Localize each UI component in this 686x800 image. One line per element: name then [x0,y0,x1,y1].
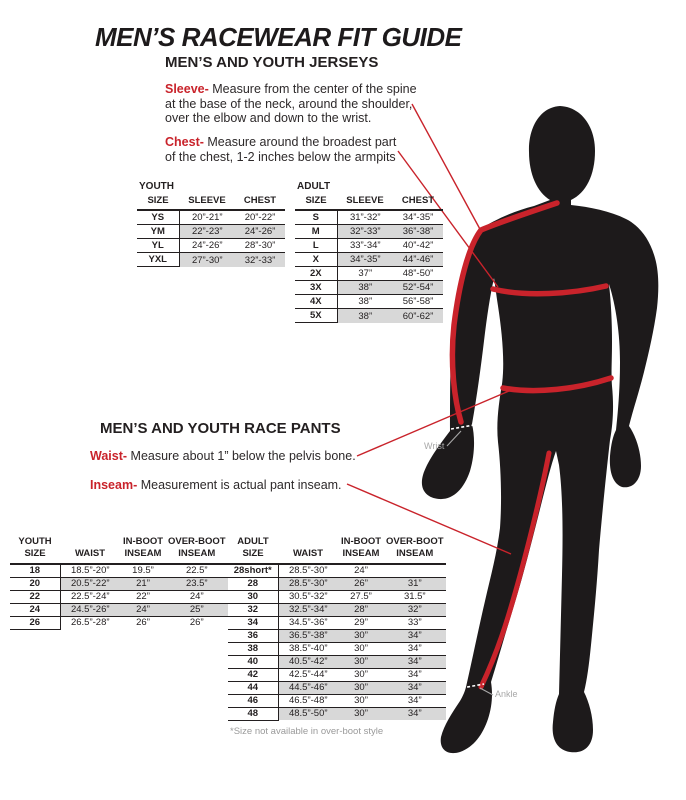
sleeve-header: SLEEVE [337,195,393,210]
table-row [228,577,446,590]
waist-note [90,449,356,464]
chest-note-line1: Measure around the broadest part [207,135,397,149]
value-cell: 28”-30” [235,239,285,253]
value-cell: 27.5” [338,590,384,603]
value-cell: 22”-23” [179,225,235,239]
chest-header: CHEST [393,195,443,210]
value-cell: 30.5”-32” [278,590,338,603]
overboot-header-bottom: INSEAM [396,548,434,560]
sleeve-note-line1: Measure from the center of the spine [212,82,417,96]
table-row [228,616,446,629]
size-cell: 22 [10,590,60,603]
adult-pants-table [228,536,446,721]
sleeve-header: SLEEVE [179,195,235,210]
size-cell: 26 [10,616,60,629]
value-cell: 27”-30” [179,253,235,267]
value-cell: 36.5”-38” [278,629,338,642]
inboot-header-top: IN-BOOT [122,536,164,547]
value-cell: 52”-54” [393,281,443,295]
adult-jersey-table [295,195,443,323]
inboot-header [120,536,166,564]
table-row [137,225,285,239]
size-cell: X [295,253,337,267]
size-cell: YXL [137,253,179,267]
size-cell: YM [137,225,179,239]
waist-header-label: WAIST [74,548,106,560]
table-row [10,616,228,629]
value-cell: 34” [384,655,446,668]
adult-jersey-group-label: ADULT [297,181,331,192]
table-row [10,564,228,578]
value-cell: 23.5” [166,577,228,590]
overboot-header [166,536,228,564]
value-cell: 32”-33” [337,225,393,239]
chest-note-line2: of the chest, 1-2 inches below the armpits [165,149,396,164]
adult-jersey-table-wrap [295,181,443,323]
table-row [10,590,228,603]
value-cell: 20”-21” [179,210,235,225]
waist-note-text: Measure about 1” below the pelvis bone. [130,449,356,463]
table-row [228,590,446,603]
size-cell: 28short* [228,564,278,578]
size-cell: 42 [228,668,278,681]
wrist-label: Wrist [424,441,445,451]
table-row [137,210,285,225]
value-cell: 30” [338,629,384,642]
waist-note-label: Waist- [90,449,128,463]
waist-header-label: WAIST [292,548,324,560]
inboot-header [338,536,384,564]
value-cell: 20.5”-22” [60,577,120,590]
table-row [295,253,443,267]
value-cell: 40”-42” [393,239,443,253]
inboot-header-bottom: INSEAM [124,548,162,560]
value-cell: 30” [338,694,384,707]
table-row [228,655,446,668]
ankle-label: Ankle [495,689,518,699]
value-cell: 34”-35” [393,210,443,225]
value-cell: 24”-26” [179,239,235,253]
table-row [295,281,443,295]
size-cell: 46 [228,694,278,707]
value-cell: 60”-62” [393,309,443,323]
size-cell: 4X [295,295,337,309]
value-cell: 40.5”-42” [278,655,338,668]
value-cell: 26” [189,617,204,629]
value-cell: 38” [337,295,393,309]
value-cell: 20”-22” [235,210,285,225]
value-cell: 28.5”-30” [278,564,338,578]
value-cell: 44”-46” [393,253,443,267]
value-cell: 26.5”-28” [70,617,110,629]
table-row [295,309,443,323]
table-row [295,295,443,309]
size-cell: M [295,225,337,239]
header-row [295,195,443,210]
table-row [295,239,443,253]
value-cell: 30” [338,655,384,668]
size-header: SIZE [137,195,179,210]
size-cell: 5X [295,309,337,323]
youth-pants-table-wrap [10,536,228,630]
value-cell: 24” [120,603,166,616]
value-cell: 34.5”-36” [278,616,338,629]
value-cell: 19.5” [120,564,166,578]
adult-pants-table-wrap [228,536,446,737]
value-cell: 34” [384,681,446,694]
waist-header [60,536,120,564]
size-cell: 40 [228,655,278,668]
value-cell: 22” [120,590,166,603]
size-cell: 28 [228,577,278,590]
inboot-header-top: IN-BOOT [340,536,382,547]
table-row [295,225,443,239]
chest-note [165,135,425,164]
value-cell: 34” [384,668,446,681]
table-row [228,603,446,616]
table-row [10,577,228,590]
size-cell: L [295,239,337,253]
table-row [228,629,446,642]
pants-footnote: *Size not available in over-boot style [230,725,384,737]
value-cell: 18.5”-20” [60,564,120,578]
youth-jersey-group-label: YOUTH [139,181,174,192]
value-cell: 24” [166,590,228,603]
table-row [228,681,446,694]
value-cell: 30” [338,642,384,655]
size-cell: 30 [228,590,278,603]
header-row [10,536,228,564]
size-header: SIZE [295,195,337,210]
overboot-header [384,536,446,564]
value-cell: 26” [338,577,384,590]
value-cell: 48”-50” [393,267,443,281]
value-cell: 38.5”-40” [278,642,338,655]
value-cell: 29” [338,616,384,629]
sleeve-note-line2: at the base of the neck, around the shoulder, [165,96,413,111]
value-cell: 21” [120,577,166,590]
size-header-top: YOUTH [18,536,52,547]
youth-jersey-table-wrap [137,181,285,267]
value-cell: 48.5”-50” [278,707,338,720]
value-cell: 32.5”-34” [278,603,338,616]
value-cell: 34” [384,707,446,720]
value-cell: 22.5” [166,564,228,578]
page-title: MEN’S RACEWEAR FIT GUIDE [95,22,462,52]
size-cell: 2X [295,267,337,281]
size-cell: 44 [228,681,278,694]
size-cell: 36 [228,629,278,642]
value-cell: 34” [384,629,446,642]
value-cell: 22.5”-24” [60,590,120,603]
size-cell: 3X [295,281,337,295]
table-row [10,603,228,616]
size-cell: S [295,210,337,225]
chest-header: CHEST [235,195,285,210]
body-silhouette [422,106,658,753]
sleeve-note [165,82,425,126]
table-row [228,642,446,655]
table-row [295,210,443,225]
value-cell: 24.5”-26” [60,603,120,616]
size-cell: 32 [228,603,278,616]
size-cell: 20 [10,577,60,590]
value-cell: 36”-38” [393,225,443,239]
value-cell: 38” [337,281,393,295]
table-row [137,239,285,253]
value-cell: 42.5”-44” [278,668,338,681]
value-cell: 30” [338,707,384,720]
value-cell: 30” [338,681,384,694]
size-header-bottom: SIZE [242,548,264,560]
value-cell [384,564,446,578]
value-cell: 24”-26” [235,225,285,239]
overboot-header-top: OVER-BOOT [168,536,226,547]
value-cell: 24” [338,564,384,578]
size-cell: 24 [10,603,60,616]
value-cell: 28” [338,603,384,616]
value-cell: 31”-32” [337,210,393,225]
youth-jersey-table [137,195,285,267]
value-cell: 31” [384,577,446,590]
header-row [137,195,285,210]
size-header-bottom: SIZE [24,548,46,560]
value-cell: 44.5”-46” [278,681,338,694]
value-cell: 34” [384,694,446,707]
size-header [228,536,278,564]
size-cell: 38 [228,642,278,655]
value-cell: 37” [337,267,393,281]
size-header-top: ADULT [237,536,269,547]
inseam-note [90,478,342,493]
size-header [10,536,60,564]
inboot-header-bottom: INSEAM [342,548,380,560]
sleeve-note-line3: over the elbow and down to the wrist. [165,111,372,125]
value-cell: 30” [338,668,384,681]
value-cell: 25” [166,603,228,616]
size-cell: 34 [228,616,278,629]
inseam-note-text: Measurement is actual pant inseam. [140,478,342,492]
inseam-note-label: Inseam- [90,478,138,492]
value-cell: 26” [136,617,150,629]
value-cell: 46.5”-48” [278,694,338,707]
value-cell: 34”-35” [337,253,393,267]
value-cell: 31.5” [384,590,446,603]
table-row [295,267,443,281]
value-cell: 28.5”-30” [278,577,338,590]
sleeve-note-label: Sleeve- [165,82,209,96]
size-cell: YL [137,239,179,253]
youth-pants-table [10,536,228,630]
jerseys-heading: MEN’S AND YOUTH JERSEYS [165,54,379,71]
table-row [228,707,446,720]
table-row [228,694,446,707]
table-row [137,253,285,267]
size-cell: YS [137,210,179,225]
value-cell: 33”-34” [337,239,393,253]
overboot-header-top: OVER-BOOT [386,536,444,547]
table-row [228,668,446,681]
size-cell: 48 [228,707,278,720]
overboot-header-bottom: INSEAM [178,548,216,560]
size-cell: 18 [10,564,60,578]
value-cell: 32”-33” [235,253,285,267]
waist-header [278,536,338,564]
table-row [228,564,446,578]
value-cell: 34” [384,642,446,655]
value-cell: 38” [337,309,393,323]
pants-heading: MEN’S AND YOUTH RACE PANTS [100,420,341,437]
value-cell: 56”-58” [393,295,443,309]
value-cell: 32” [384,603,446,616]
chest-note-label: Chest- [165,135,204,149]
header-row [228,536,446,564]
value-cell: 33” [384,616,446,629]
